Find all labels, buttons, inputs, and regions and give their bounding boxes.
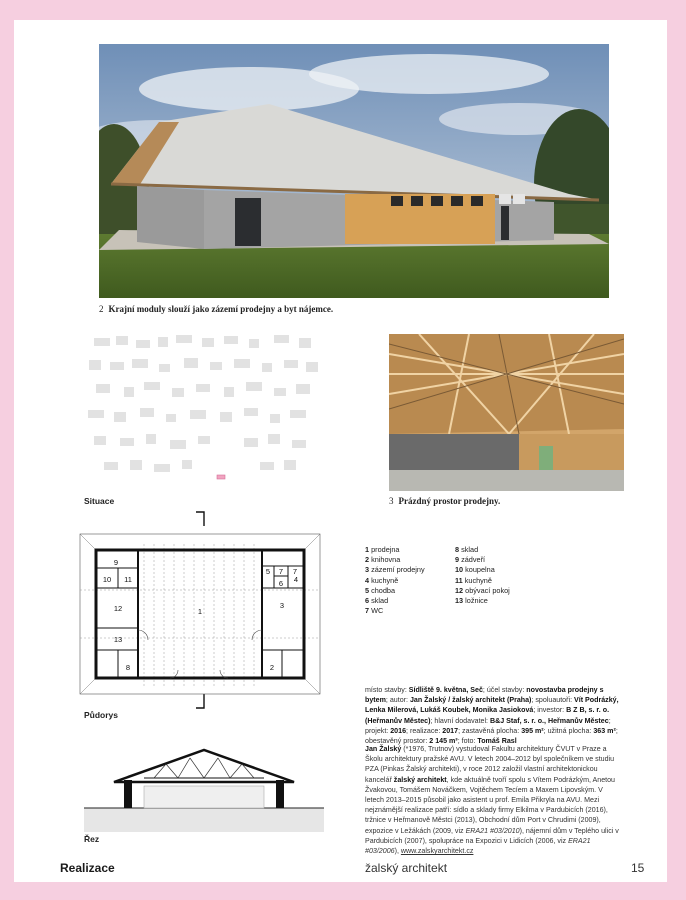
legend-text: sklad bbox=[461, 545, 479, 554]
plan-label-9: 9 bbox=[113, 558, 119, 567]
plan-label-10: 10 bbox=[102, 575, 112, 584]
photo-exterior bbox=[99, 44, 609, 298]
legend-number: 9 bbox=[455, 555, 460, 565]
legend-item bbox=[455, 576, 510, 586]
figure-2-number: 2 bbox=[99, 304, 104, 314]
legend-number: 4 bbox=[365, 575, 370, 585]
legend-text: kuchyně bbox=[371, 575, 399, 585]
plan-label: Půdorys bbox=[84, 710, 119, 720]
bio-reference: ERA21 #03/2006 bbox=[365, 836, 591, 856]
info-value: B&J Staf, s. r. o., Heřmanův Městec bbox=[490, 716, 609, 725]
section-drawing bbox=[84, 740, 324, 840]
exterior-photo-image bbox=[99, 44, 609, 298]
legend-number: 6 bbox=[365, 596, 370, 606]
legend-item bbox=[365, 545, 425, 555]
plan-label-7a: 7 bbox=[278, 567, 284, 576]
info-label: ; zastavěná plocha: bbox=[458, 726, 522, 735]
legend-text: chodba bbox=[371, 585, 396, 595]
info-label: ; spoluautoři: bbox=[531, 696, 575, 705]
plan-label-8: 8 bbox=[125, 663, 131, 672]
legend-text: sklad bbox=[371, 596, 389, 606]
bio-website-link[interactable]: www.zalskyarchitekt.cz bbox=[400, 847, 474, 856]
legend-item bbox=[455, 596, 510, 606]
legend-item bbox=[365, 606, 425, 616]
bio-reference: ERA21 #03/2010 bbox=[465, 826, 520, 835]
legend-text: kuchyně bbox=[464, 575, 492, 585]
legend-number: 5 bbox=[365, 585, 370, 595]
legend-item bbox=[365, 586, 425, 596]
legend-text: obývací pokoj bbox=[465, 585, 510, 595]
legend-number: 10 bbox=[455, 565, 464, 575]
figure-2-text: Krajní moduly slouží jako zázemí prodejny a byt nájemce. bbox=[108, 304, 334, 314]
article-title: žalský architekt bbox=[365, 861, 448, 875]
legend-number: 7 bbox=[365, 606, 370, 616]
legend-item bbox=[455, 545, 510, 555]
architect-bio bbox=[365, 744, 621, 856]
info-label: ; investor: bbox=[533, 706, 567, 715]
plan-label-5: 5 bbox=[265, 567, 271, 576]
photo-interior bbox=[389, 334, 624, 491]
legend-text: WC bbox=[371, 606, 384, 616]
legend-column-1 bbox=[365, 545, 425, 616]
page-number: 15 bbox=[631, 861, 645, 875]
section-title: Realizace bbox=[60, 861, 115, 875]
plan-label-12: 12 bbox=[113, 604, 123, 613]
legend-item bbox=[455, 586, 510, 596]
legend-item bbox=[365, 555, 425, 565]
project-info bbox=[365, 685, 620, 746]
bio-firm: žalský architekt bbox=[393, 775, 447, 784]
info-label: ; projekt: bbox=[365, 716, 611, 735]
info-label: ; foto: bbox=[457, 737, 478, 746]
legend-number: 11 bbox=[455, 575, 463, 585]
info-value: 363 m² bbox=[593, 726, 616, 735]
legend-item bbox=[365, 576, 425, 586]
legend-text: koupelna bbox=[465, 565, 495, 575]
legend-item bbox=[365, 596, 425, 606]
info-value: 2 145 m³ bbox=[429, 737, 458, 746]
info-label: ; užitná plocha: bbox=[543, 726, 594, 735]
situation-label: Situace bbox=[84, 496, 115, 506]
section-label: Řez bbox=[84, 834, 100, 844]
info-value: Sídliště 9. května, Seč bbox=[408, 686, 483, 694]
info-value: B Z B, s. r. o. (Heřmanův Městec) bbox=[365, 706, 610, 725]
figure-3-caption bbox=[389, 496, 500, 506]
legend-text: zádveří bbox=[461, 555, 486, 565]
legend-text: prodejna bbox=[371, 545, 400, 554]
figure-2-caption bbox=[99, 304, 333, 314]
plan-label-2: 2 bbox=[269, 663, 275, 672]
legend-column-2 bbox=[455, 545, 510, 606]
figure-3-text: Prázdný prostor prodejny. bbox=[398, 496, 501, 506]
situation-map bbox=[84, 332, 324, 487]
interior-photo-image bbox=[389, 334, 624, 491]
legend-number: 3 bbox=[365, 565, 370, 575]
bio-text: ), bbox=[394, 847, 401, 856]
info-value: 2016 bbox=[390, 726, 407, 735]
bio-text: ), nájemní dům v Teplého ulici v Pardubicích (2007), spolupráce na Expozici v Lidicích (2006, viz bbox=[365, 826, 619, 845]
info-value: Vít Podrázký, Lenka Milerová, Lukáš Koubek, Monika Jasioková bbox=[365, 696, 619, 715]
bio-name: Jan Žalský bbox=[365, 745, 402, 753]
info-label: místo stavby: bbox=[365, 686, 409, 694]
bio-text: (*1976, Trutnov) vystudoval Fakultu architektury ČVUT v Praze a Školu architektury pražské AVU. V letech 2004–2012 byl společníkem ve studiu PZA (Pinkas Žalský architekti), v roce 2012 založil vlastní architektonickou kancelář bbox=[365, 745, 615, 784]
legend-item bbox=[455, 555, 510, 565]
plan-label-6: 6 bbox=[278, 579, 284, 588]
info-label: ; obestavěný prostor: bbox=[365, 726, 618, 746]
info-label: ; hlavní dodavatel: bbox=[430, 716, 491, 725]
legend-number: 8 bbox=[455, 545, 460, 554]
info-value: Jan Žalský / žalský architekt (Praha) bbox=[409, 696, 532, 705]
info-label: ; účel stavby: bbox=[482, 686, 527, 694]
bio-text: , kde aktuálně tvoří spolu s Vítem Podrázkým, Anetou Žvakovou, Tomášem Nováčkem, Vojtěchem Tecíem a Maxem Lipovským. V letech 2013–2015 působil jako asistent u prof. Emila Přikryla na AVU. Mezi nejznámější realizace patří: sídlo a sklady firmy Elkilma v Pardubicích (2016), tržnice v Heřmanově Městci (2013), Obchodní dům Port v Chrudimi (2009), expozice v Ležákách (2009, viz bbox=[365, 775, 616, 835]
legend-number: 2 bbox=[365, 555, 370, 565]
info-value: Tomáš Rasl bbox=[477, 737, 517, 746]
plan-label-13: 13 bbox=[113, 635, 123, 644]
legend-item bbox=[365, 565, 425, 575]
info-label: ; realizace: bbox=[406, 726, 443, 735]
magazine-page bbox=[14, 20, 667, 882]
info-value: novostavba prodejny s bytem bbox=[365, 686, 604, 705]
plan-label-3: 3 bbox=[279, 601, 285, 610]
legend-text: ložnice bbox=[465, 596, 488, 606]
plan-label-4: 4 bbox=[293, 575, 299, 584]
legend-number: 1 bbox=[365, 545, 370, 554]
figure-3-number: 3 bbox=[389, 496, 394, 506]
legend-text: zázemí prodejny bbox=[371, 565, 425, 575]
legend-text: knihovna bbox=[371, 555, 401, 565]
info-value: 2017 bbox=[442, 726, 459, 735]
plan-label-1: 1 bbox=[197, 607, 203, 616]
plan-label-7b: 7 bbox=[292, 567, 298, 576]
legend-number: 12 bbox=[455, 585, 464, 595]
floor-plan bbox=[78, 510, 328, 710]
plan-label-11: 11 bbox=[124, 575, 132, 584]
info-label: ; autor: bbox=[385, 696, 410, 705]
info-value: 395 m² bbox=[521, 726, 544, 735]
legend-item bbox=[455, 565, 510, 575]
legend-number: 13 bbox=[455, 596, 464, 606]
